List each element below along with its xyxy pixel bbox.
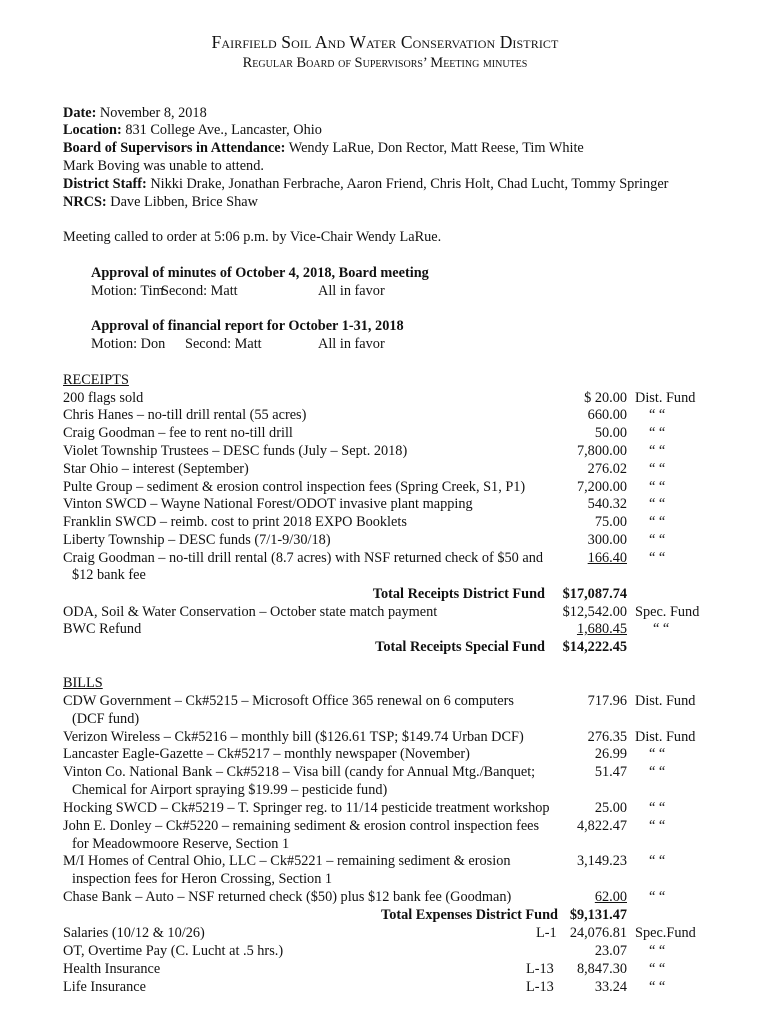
receipt-row: Violet Township Trustees – DESC funds (July – Sept. 2018) 7,800.00 “ “ (63, 443, 666, 459)
receipt-row: Liberty Township – DESC funds (7/1-9/30/18) 300.00 “ “ (63, 532, 666, 548)
bill-row-continued: Chemical for Airport spraying $19.99 – pesticide fund) (72, 782, 388, 798)
special-bill-row: OT, Overtime Pay (C. Lucht at .5 hrs.) 23.07 “ “ (63, 943, 666, 959)
bill-row: Chase Bank – Auto – NSF returned check ($50) plus $12 bank fee (Goodman) 62.00 “ “ (63, 889, 666, 905)
board-line (63, 140, 584, 157)
location-line (63, 122, 322, 139)
receipt-row-continued: $12 bank fee (72, 567, 146, 583)
receipts-heading: RECEIPTS (63, 372, 129, 388)
approval-minutes-motion: Motion: Tim Second: Matt All in favor (91, 283, 385, 299)
nrcs-label: NRCS: (63, 194, 107, 210)
receipt-row: Star Ohio – interest (September) 276.02 “ “ (63, 461, 666, 477)
special-bill-row: Life Insurance L-13 33.24 “ “ (63, 979, 666, 995)
board-label: Board of Supervisors in Attendance: (63, 140, 286, 156)
date-label: Date: (63, 105, 97, 121)
receipt-row: Chris Hanes – no-till drill rental (55 acres) 660.00 “ “ (63, 407, 666, 423)
document-subtitle: Regular Board of Supervisors’ Meeting minutes (242, 55, 528, 71)
date-line (63, 105, 207, 122)
date-value: November 8, 2018 (99, 105, 207, 121)
board-value: Wendy LaRue, Don Rector, Matt Reese, Tim White (288, 140, 584, 156)
absent-line: Mark Boving was unable to attend. (63, 158, 264, 174)
bill-row: Hocking SWCD – Ck#5219 – T. Springer reg. to 11/14 pesticide treatment workshop 25.00 “ “ (63, 800, 666, 816)
receipt-row: Pulte Group – sediment & erosion control inspection fees (Spring Creek, S1, P1) 7,200.00 “ “ (63, 479, 666, 495)
approval-financial-motion: Motion: Don Second: Matt All in favor (91, 336, 385, 352)
receipt-row: Franklin SWCD – reimb. cost to print 2018 EXPO Booklets 75.00 “ “ (63, 514, 666, 530)
bill-row-continued: inspection fees for Heron Crossing, Section 1 (72, 871, 333, 887)
bill-row: M/I Homes of Central Ohio, LLC – Ck#5221 – remaining sediment & erosion 3,149.23 “ “ (63, 853, 666, 869)
total-receipts-district: Total Receipts District Fund $17,087.74 (372, 586, 627, 602)
location-label: Location: (63, 122, 122, 138)
nrcs-line (63, 194, 258, 211)
bill-row-continued: (DCF fund) (72, 711, 140, 727)
called-to-order: Meeting called to order at 5:06 p.m. by Vice-Chair Wendy LaRue. (63, 229, 442, 245)
bill-row-continued: for Meadowmoore Reserve, Section 1 (72, 836, 290, 852)
approval-minutes-heading: Approval of minutes of October 4, 2018, Board meeting (91, 265, 429, 281)
bill-row: Verizon Wireless – Ck#5216 – monthly bill ($126.61 TSP; $149.74 Urban DCF) 276.35 Dist. Fund (63, 729, 696, 745)
receipt-row: Craig Goodman – no-till drill rental (8.7 acres) with NSF returned check of $50 and 166.40 “ “ (63, 550, 666, 566)
bill-row: Vinton Co. National Bank – Ck#5218 – Visa bill (candy for Annual Mtg./Banquet; 51.47 “ “ (63, 764, 666, 780)
receipt-row: 200 flags sold $ 20.00 Dist. Fund (63, 390, 696, 406)
total-receipts-special: Total Receipts Special Fund $14,222.45 (375, 639, 627, 655)
bills-heading: BILLS (63, 675, 103, 691)
bill-row: John E. Donley – Ck#5220 – remaining sediment & erosion control inspection fees 4,822.47 “ “ (63, 818, 666, 834)
special-receipt-row: BWC Refund 1,680.45 “ “ (63, 621, 670, 637)
special-bill-row: Salaries (10/12 & 10/26) L-1 24,076.81 Spec.Fund (63, 925, 696, 941)
bill-row: Lancaster Eagle-Gazette – Ck#5217 – monthly newspaper (November) 26.99 “ “ (63, 746, 666, 762)
total-expenses-district: Total Expenses District Fund $9,131.47 (380, 907, 627, 923)
bill-row: CDW Government – Ck#5215 – Microsoft Office 365 renewal on 6 computers 717.96 Dist. Fund (63, 693, 696, 709)
staff-line (63, 176, 668, 193)
approval-financial-heading: Approval of financial report for October 1-31, 2018 (91, 318, 404, 334)
staff-label: District Staff: (63, 176, 147, 192)
document-title: Fairfield Soil And Water Conservation District (211, 32, 559, 52)
special-receipt-row: ODA, Soil & Water Conservation – October state match payment $12,542.00 Spec. Fund (63, 604, 700, 620)
location-value: 831 College Ave., Lancaster, Ohio (125, 122, 322, 138)
staff-value: Nikki Drake, Jonathan Ferbrache, Aaron Friend, Chris Holt, Chad Lucht, Tommy Springer (150, 176, 669, 192)
special-bill-row: Health Insurance L-13 8,847.30 “ “ (63, 961, 666, 977)
nrcs-value: Dave Libben, Brice Shaw (110, 194, 258, 210)
receipt-row: Craig Goodman – fee to rent no-till drill 50.00 “ “ (63, 425, 666, 441)
receipt-row: Vinton SWCD – Wayne National Forest/ODOT invasive plant mapping 540.32 “ “ (63, 496, 666, 512)
